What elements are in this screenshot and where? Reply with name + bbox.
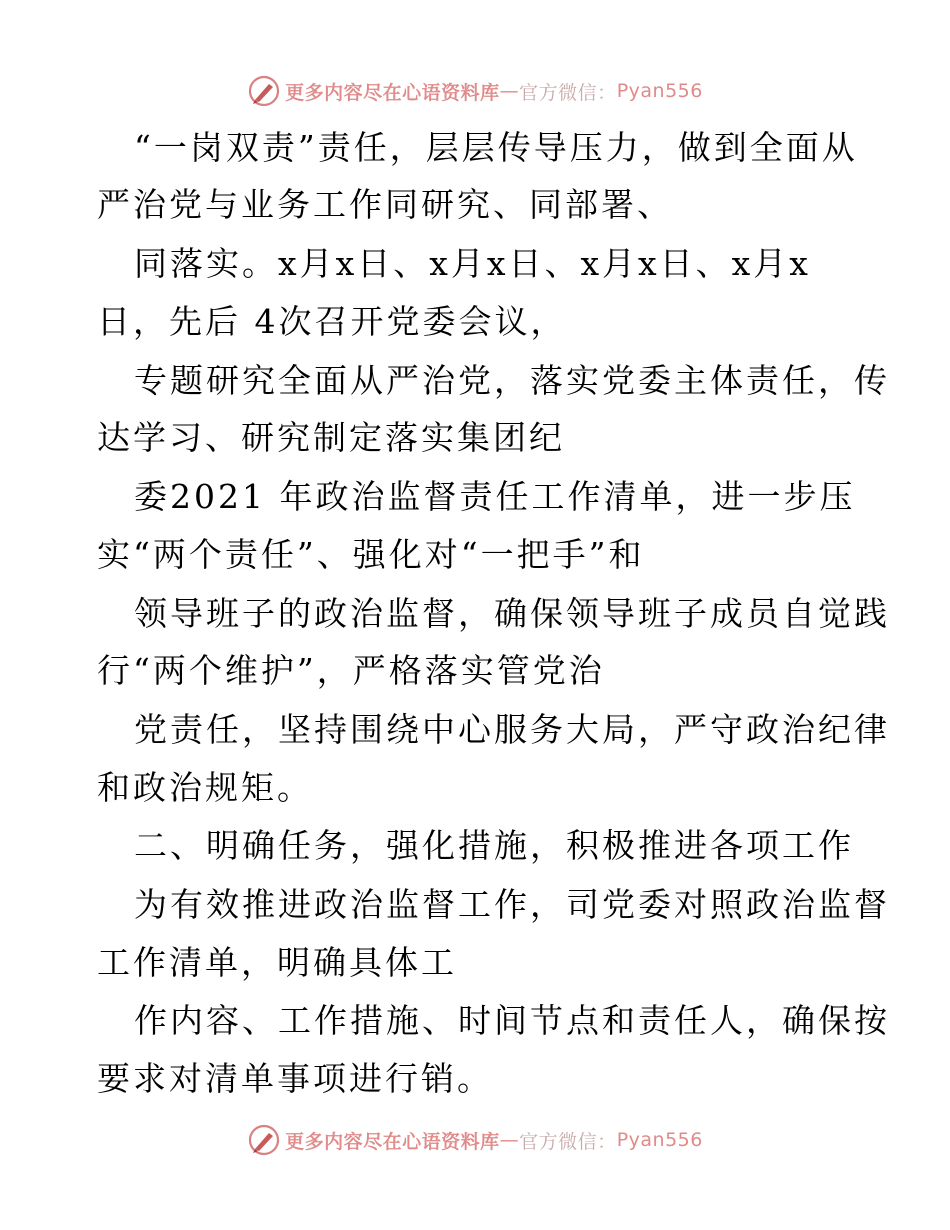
watermark-dash: — — [499, 80, 520, 102]
body-line: 领导班子的政治监督，确保领导班子成员自觉践 — [134, 594, 890, 633]
body-line: 党责任，坚持围绕中心服务大局，严守政治纪律 — [134, 710, 890, 749]
body-line: 为有效推进政治监督工作，司党委对照政治监督 — [134, 885, 890, 924]
body-line: 严治党与业务工作同研究、同部署、 — [97, 185, 673, 224]
body-line: 日，先后 4次召开党委会议， — [97, 302, 567, 341]
watermark-dash: — — [499, 1129, 520, 1151]
body-line: “一岗双责”责任，层层传导压力，做到全面从 — [134, 128, 858, 167]
footer-watermark — [0, 1120, 950, 1160]
body-line: 工作清单，明确具体工 — [97, 943, 457, 982]
body-line: 作内容、工作措施、时间节点和责任人，确保按 — [134, 1001, 890, 1040]
body-line: 行“两个维护”，严格落实管党治 — [97, 651, 605, 690]
watermark-wechat-id: Pyan556 — [616, 1129, 703, 1151]
body-line: 和政治规矩。 — [97, 768, 313, 807]
watermark-label: 官方微信： — [519, 81, 617, 104]
watermark-title: 更多内容尽在心语资料库 — [285, 1130, 500, 1153]
body-line: 同落实。x月x日、x月x日、x月x日、x月x — [134, 244, 811, 283]
body-line: 专题研究全面从严治党，落实党委主体责任，传 — [134, 361, 890, 400]
watermark-label: 官方微信： — [519, 1130, 617, 1153]
body-line: 实“两个责任”、强化对“一把手”和 — [97, 535, 645, 574]
pen-logo-icon — [247, 1123, 281, 1157]
section-heading: 二、明确任务，强化措施，积极推进各项工作 — [134, 826, 854, 865]
watermark-title: 更多内容尽在心语资料库 — [285, 81, 500, 104]
body-line: 达学习、研究制定落实集团纪 — [97, 418, 565, 457]
body-line: 委2021 年政治监督责任工作清单，进一步压 — [134, 477, 856, 516]
body-line: 要求对清单事项进行销。 — [97, 1059, 493, 1098]
watermark-wechat-id: Pyan556 — [616, 80, 703, 102]
